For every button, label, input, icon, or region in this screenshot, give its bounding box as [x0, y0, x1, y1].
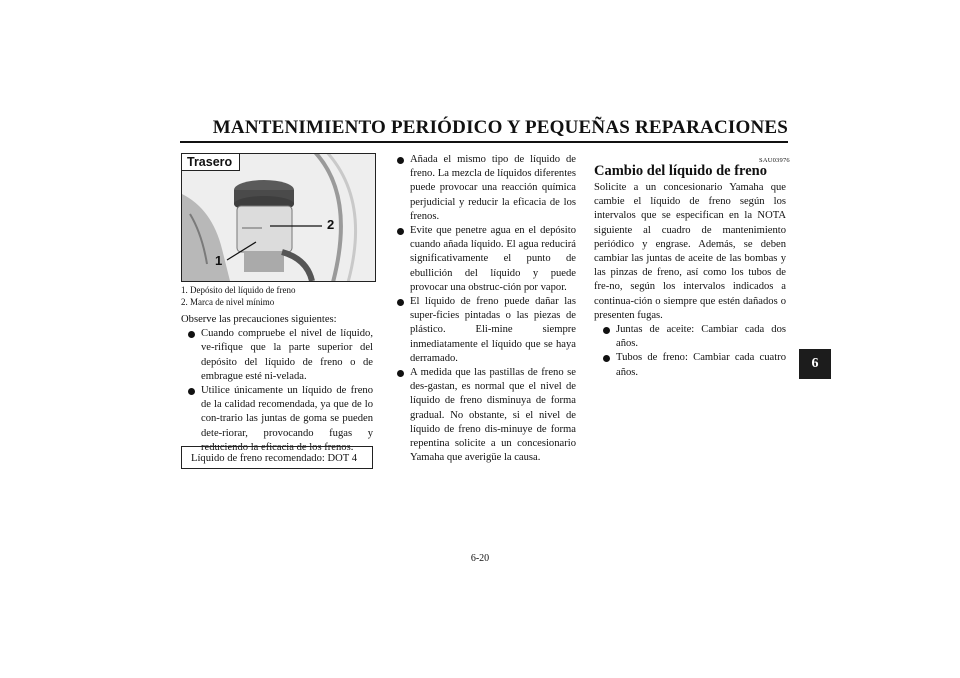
- middle-column: [396, 153, 576, 465]
- list-item: Añada el mismo tipo de líquido de freno. La mezcla de líquidos diferentes puede provocar una reacción química perjudicial y reducir la eficacia de los frenos.: [396, 153, 576, 224]
- list-item: Utilice únicamente un líquido de freno de la calidad recomendada, ya que de lo con-trario las juntas de goma se pueden dete-riorar, provocando fugas y reduciendo la eficacia de los frenos.: [187, 384, 373, 455]
- header-rule: [180, 141, 788, 143]
- list-item: A medida que las pastillas de freno se des-gastan, es normal que el nivel de líquido de freno disminuya de forma gradual. No obstante, si el nivel de líquido de freno dis-minuye de forma repentina solicite a un concesionario Yamaha que averigüe la causa.: [396, 366, 576, 465]
- callout-1: 1: [215, 253, 223, 268]
- figure-tag-rear: Trasero: [182, 154, 240, 171]
- list-item: Tubos de freno: Cambiar cada cuatro años.: [602, 351, 786, 379]
- section-title: Cambio del líquido de freno: [594, 163, 767, 179]
- caption-item: 2. Marca de nivel mínimo: [181, 297, 275, 307]
- caption-item: 1. Depósito del líquido de freno: [181, 285, 296, 295]
- brake-fluid-tips-list: [396, 153, 576, 465]
- section-code: SAU03976: [759, 157, 790, 164]
- list-item: Evite que penetre agua en el depósito cuando añada líquido. El agua reducirá significativamente el punto de ebullición del líquido y puede provocar una obstruc-ción por vapor.: [396, 224, 576, 295]
- recommended-fluid-box: Líquido de freno recomendado: DOT 4: [181, 446, 373, 469]
- chapter-tab: 6: [799, 349, 831, 379]
- callout-2: 2: [327, 217, 335, 232]
- right-column: [594, 181, 786, 380]
- left-column: [181, 313, 373, 455]
- precautions-intro: Observe las precauciones siguientes:: [181, 314, 337, 325]
- list-item: El líquido de freno puede dañar las super-ficies pintadas o las piezas de plástico. Eli-mine siempre inmediatamente el líquido que se haya derramado.: [396, 295, 576, 366]
- brake-reservoir-illustration: [182, 154, 375, 281]
- list-item: Juntas de aceite: Cambiar cada dos años.: [602, 323, 786, 351]
- page-number: 6-20: [470, 553, 490, 564]
- page-header-title: MANTENIMIENTO PERIÓDICO Y PEQUEÑAS REPARACIONES: [212, 117, 788, 138]
- section-paragraph: Solicite a un concesionario Yamaha que cambie el líquido de freno según los intervalos que se especifican en la NOTA siguiente al cuadro de mantenimiento periódico y engrase. Además, se deben cambiar las juntas de aceite de las bombas y las pinzas de freno, así como los tubos de fre-no, según los intervalos indicados a continua-ción o siempre que estén dañados o presenten fugas.: [594, 182, 786, 321]
- replacement-list: [602, 323, 786, 380]
- figure-captions: [181, 284, 295, 308]
- brake-reservoir-figure: [181, 153, 376, 282]
- list-item: Cuando compruebe el nivel de líquido, ve-rifique que la parte superior del depósito del líquido de freno o de embrague esté ni-velada.: [187, 327, 373, 384]
- precautions-list: [187, 327, 373, 455]
